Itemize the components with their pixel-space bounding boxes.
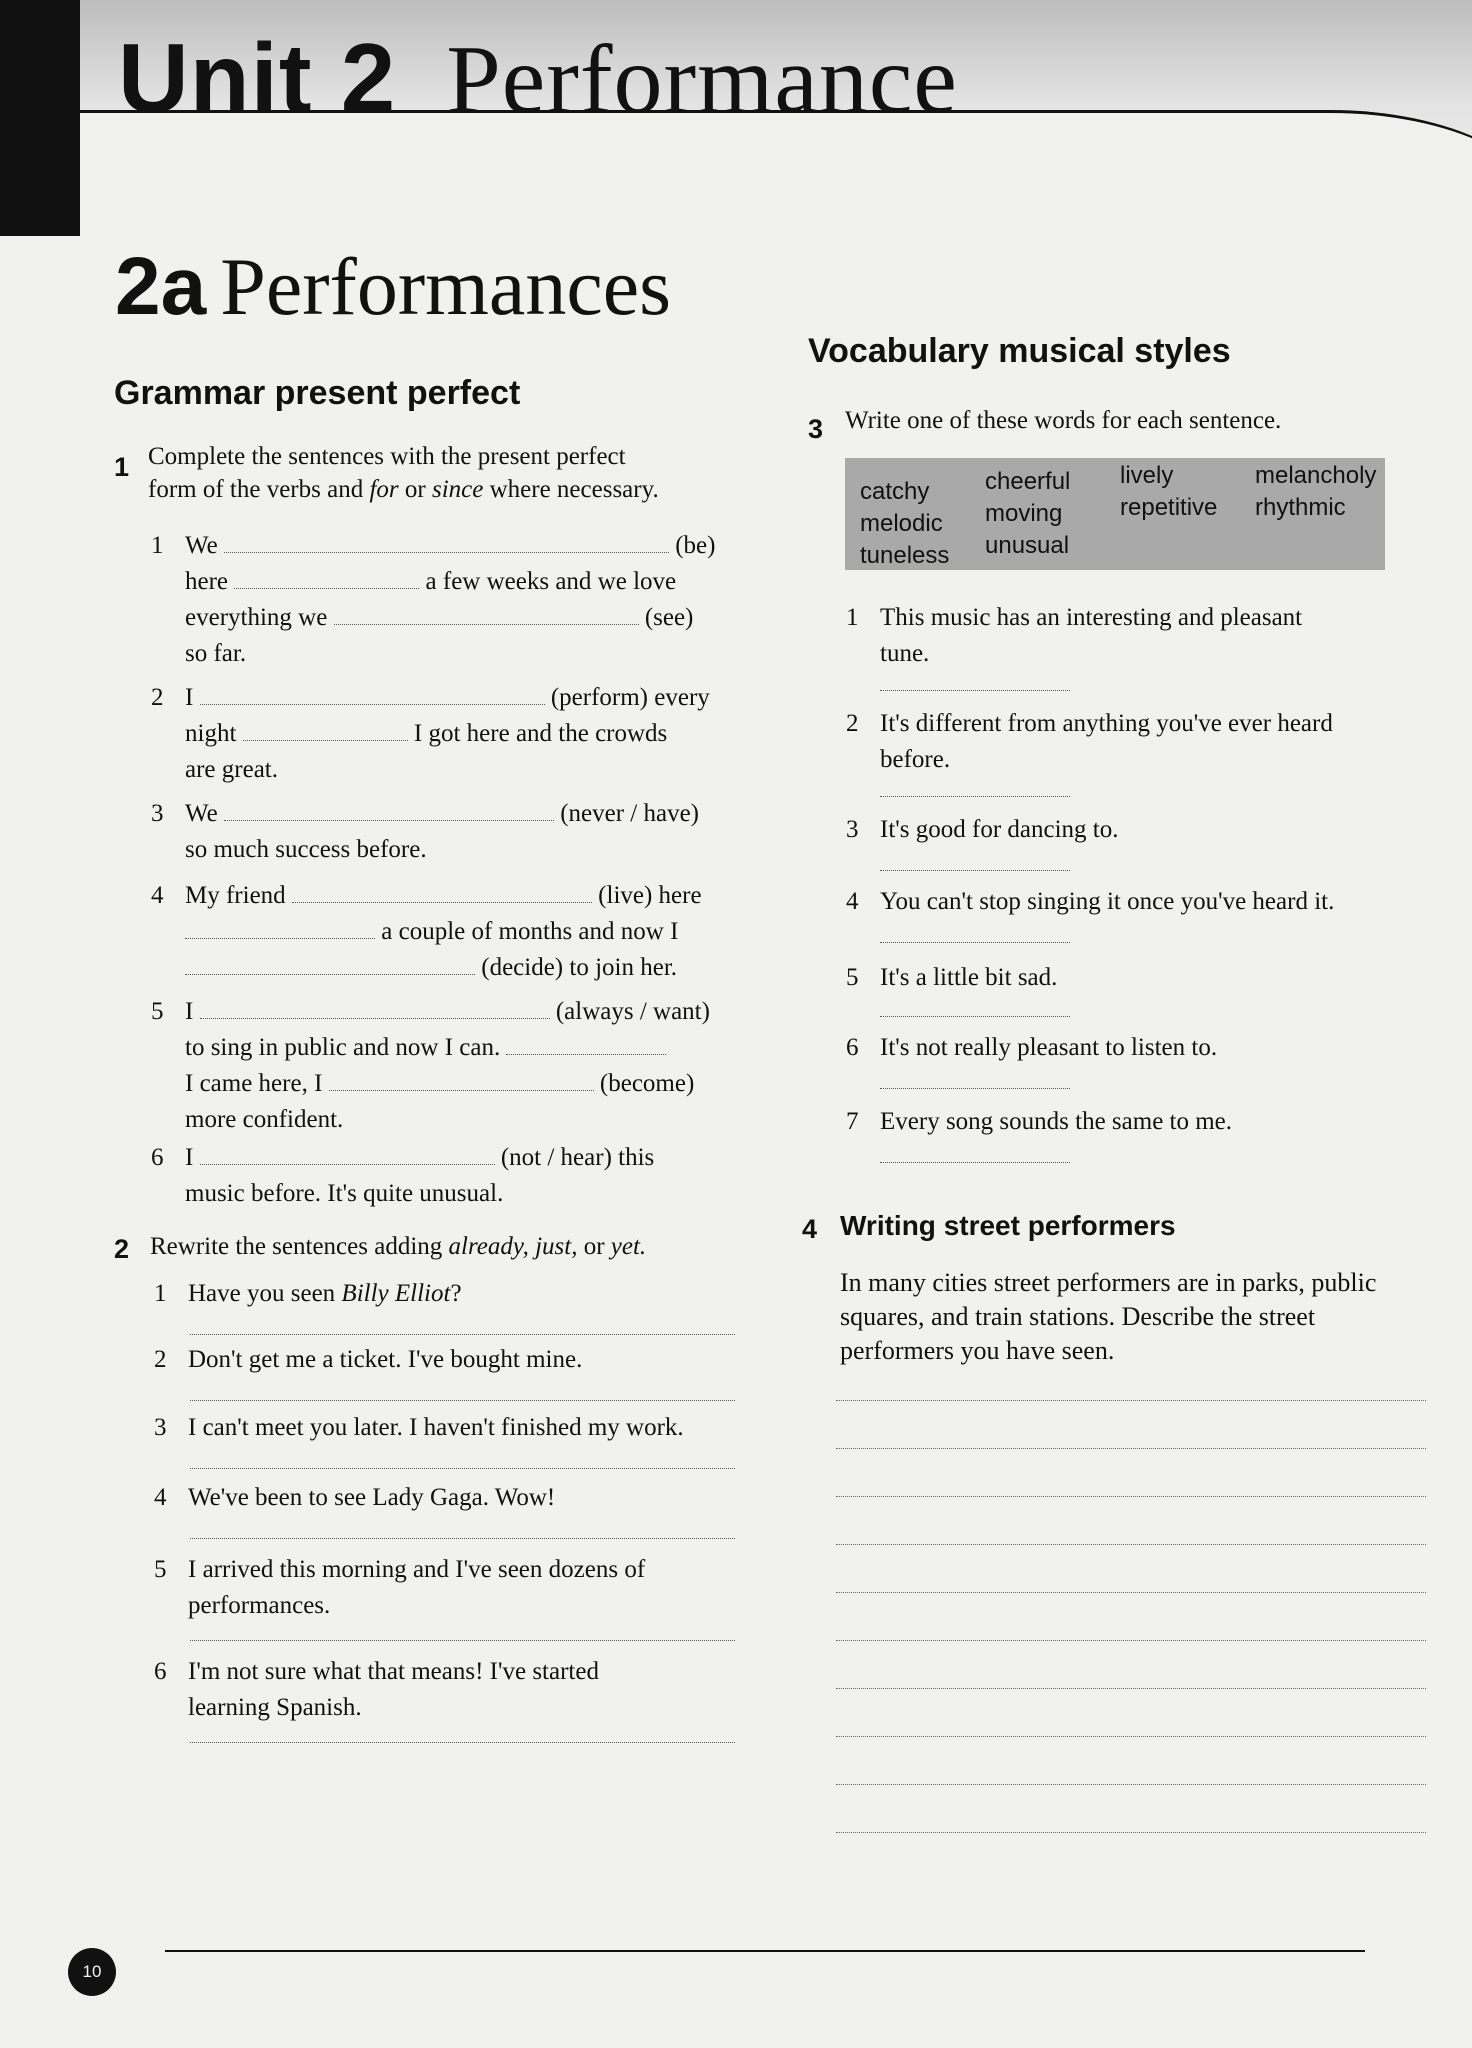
writing-line[interactable] — [836, 1400, 1426, 1401]
word: repetitive — [1120, 494, 1218, 521]
exercise-3-number: 3 — [808, 414, 824, 444]
ex3-item-2: 2 It's different from anything you've ever heard before. — [846, 710, 1333, 773]
grammar-heading: Grammar present perfect — [114, 374, 521, 412]
answer-blank[interactable] — [329, 1066, 594, 1091]
ex3-item-4: 4 You can't stop singing it once you've heard it. — [846, 888, 1335, 915]
ex1-item-2: 2 I (perform) every night I got here and the crowds are great. — [185, 680, 740, 788]
item-number: 2 — [151, 684, 164, 711]
answer-blank[interactable] — [224, 796, 554, 821]
lesson-number: 2a — [115, 241, 207, 332]
writing-line[interactable] — [836, 1592, 1426, 1593]
page-number: 10 — [68, 1948, 116, 1996]
ex1-item-6: 6 I (not / hear) this music before. It's quite unusual. — [185, 1140, 740, 1212]
answer-line[interactable] — [190, 1640, 735, 1641]
word: cheerful — [985, 468, 1071, 495]
answer-line[interactable] — [880, 942, 1070, 943]
ex1-item-3: 3 We (never / have) so much success before. — [185, 796, 740, 868]
ex3-item-3: 3 It's good for dancing to. — [846, 816, 1119, 843]
item-number: 1 — [151, 532, 164, 559]
lesson-title — [115, 240, 671, 334]
writing-line[interactable] — [836, 1496, 1426, 1497]
ex3-item-1: 1 This music has an interesting and pleasant tune. — [846, 604, 1303, 667]
answer-line[interactable] — [190, 1468, 735, 1469]
writing-line[interactable] — [836, 1736, 1426, 1737]
ex3-item-5: 5 It's a little bit sad. — [846, 964, 1058, 991]
unit-name: Performance — [446, 26, 958, 134]
answer-line[interactable] — [880, 690, 1070, 691]
ex2-item-2: 2 Don't get me a ticket. I've bought mine. — [154, 1346, 583, 1373]
ex3-item-7: 7 Every song sounds the same to me. — [846, 1108, 1233, 1135]
answer-blank[interactable] — [200, 994, 550, 1019]
unit-title — [118, 22, 958, 136]
word: melancholy — [1255, 462, 1377, 489]
ex1-item-1: 1 We (be) here a few weeks and we love everything we (see) so far. — [185, 528, 740, 672]
answer-blank[interactable] — [292, 878, 592, 903]
unit-tab-marker — [0, 0, 80, 236]
ex3-item-6: 6 It's not really pleasant to listen to. — [846, 1034, 1218, 1061]
writing-heading: Writing street performers — [840, 1210, 1176, 1241]
answer-line[interactable] — [190, 1538, 735, 1539]
exercise-3-instruction: Write one of these words for each sentence. — [845, 407, 1282, 434]
item-number: 6 — [151, 1144, 164, 1171]
word: melodic — [860, 510, 943, 537]
ex2-item-6: 6 I'm not sure what that means! I've started learning Spanish. — [154, 1658, 599, 1721]
word: tuneless — [860, 542, 950, 569]
answer-blank[interactable] — [200, 680, 545, 705]
exercise-1-line1: Complete the sentences with the present perfect — [148, 443, 626, 470]
answer-line[interactable] — [190, 1742, 735, 1743]
answer-blank[interactable] — [234, 564, 419, 589]
exercise-1-instruction — [148, 440, 659, 506]
answer-blank[interactable] — [200, 1140, 495, 1165]
ex2-item-4: 4 We've been to see Lady Gaga. Wow! — [154, 1484, 556, 1511]
answer-blank[interactable] — [185, 914, 375, 939]
answer-line[interactable] — [190, 1334, 735, 1335]
ex2-item-5: 5 I arrived this morning and I've seen dozens of performances. — [154, 1556, 646, 1619]
exercise-4-number: 4 — [802, 1214, 818, 1244]
writing-line[interactable] — [836, 1832, 1426, 1833]
answer-blank[interactable] — [224, 528, 669, 553]
footer-rule — [165, 1950, 1365, 1952]
item-number: 3 — [151, 800, 164, 827]
word: catchy — [860, 478, 930, 505]
ex2-item-1: 1 Have you seen Billy Elliot? — [154, 1280, 462, 1307]
answer-line[interactable] — [880, 870, 1070, 871]
answer-line[interactable] — [880, 1162, 1070, 1163]
word: rhythmic — [1255, 494, 1346, 521]
vocabulary-heading: Vocabulary musical styles — [808, 332, 1231, 370]
exercise-1-number: 1 — [114, 452, 130, 482]
word: lively — [1120, 462, 1174, 489]
answer-line[interactable] — [880, 796, 1070, 797]
answer-line[interactable] — [190, 1400, 735, 1401]
lesson-name: Performances — [220, 241, 672, 332]
ex1-item-4: 4 My friend (live) here a couple of months and now I (decide) to join her. — [185, 878, 740, 986]
answer-blank[interactable] — [185, 950, 475, 975]
item-number: 5 — [151, 998, 164, 1025]
writing-line[interactable] — [836, 1544, 1426, 1545]
answer-line[interactable] — [880, 1088, 1070, 1089]
word: unusual — [985, 532, 1070, 559]
writing-instruction: In many cities street performers are in parks, public squares, and train stations. Describe the street performers you have seen. — [840, 1268, 1377, 1365]
exercise-2-number: 2 — [114, 1234, 130, 1264]
item-number: 4 — [151, 882, 164, 909]
exercise-2-instruction: Rewrite the sentences adding already, just, or yet. — [150, 1233, 647, 1260]
ex2-item-3: 3 I can't meet you later. I haven't finished my work. — [154, 1414, 684, 1441]
writing-line[interactable] — [836, 1784, 1426, 1785]
ex1-item-5: 5 I (always / want) to sing in public and now I can. I came here, I (become) more confident. — [185, 994, 740, 1138]
writing-line[interactable] — [836, 1448, 1426, 1449]
answer-blank[interactable] — [506, 1030, 666, 1055]
writing-line[interactable] — [836, 1640, 1426, 1641]
word: moving — [985, 500, 1063, 527]
answer-line[interactable] — [880, 1016, 1070, 1017]
answer-blank[interactable] — [243, 716, 408, 741]
answer-blank[interactable] — [334, 600, 639, 625]
exercise-1-line2: form of the verbs and for or since where necessary. — [148, 476, 659, 503]
writing-line[interactable] — [836, 1688, 1426, 1689]
word-box — [845, 458, 1385, 570]
unit-label: Unit 2 — [118, 23, 397, 133]
